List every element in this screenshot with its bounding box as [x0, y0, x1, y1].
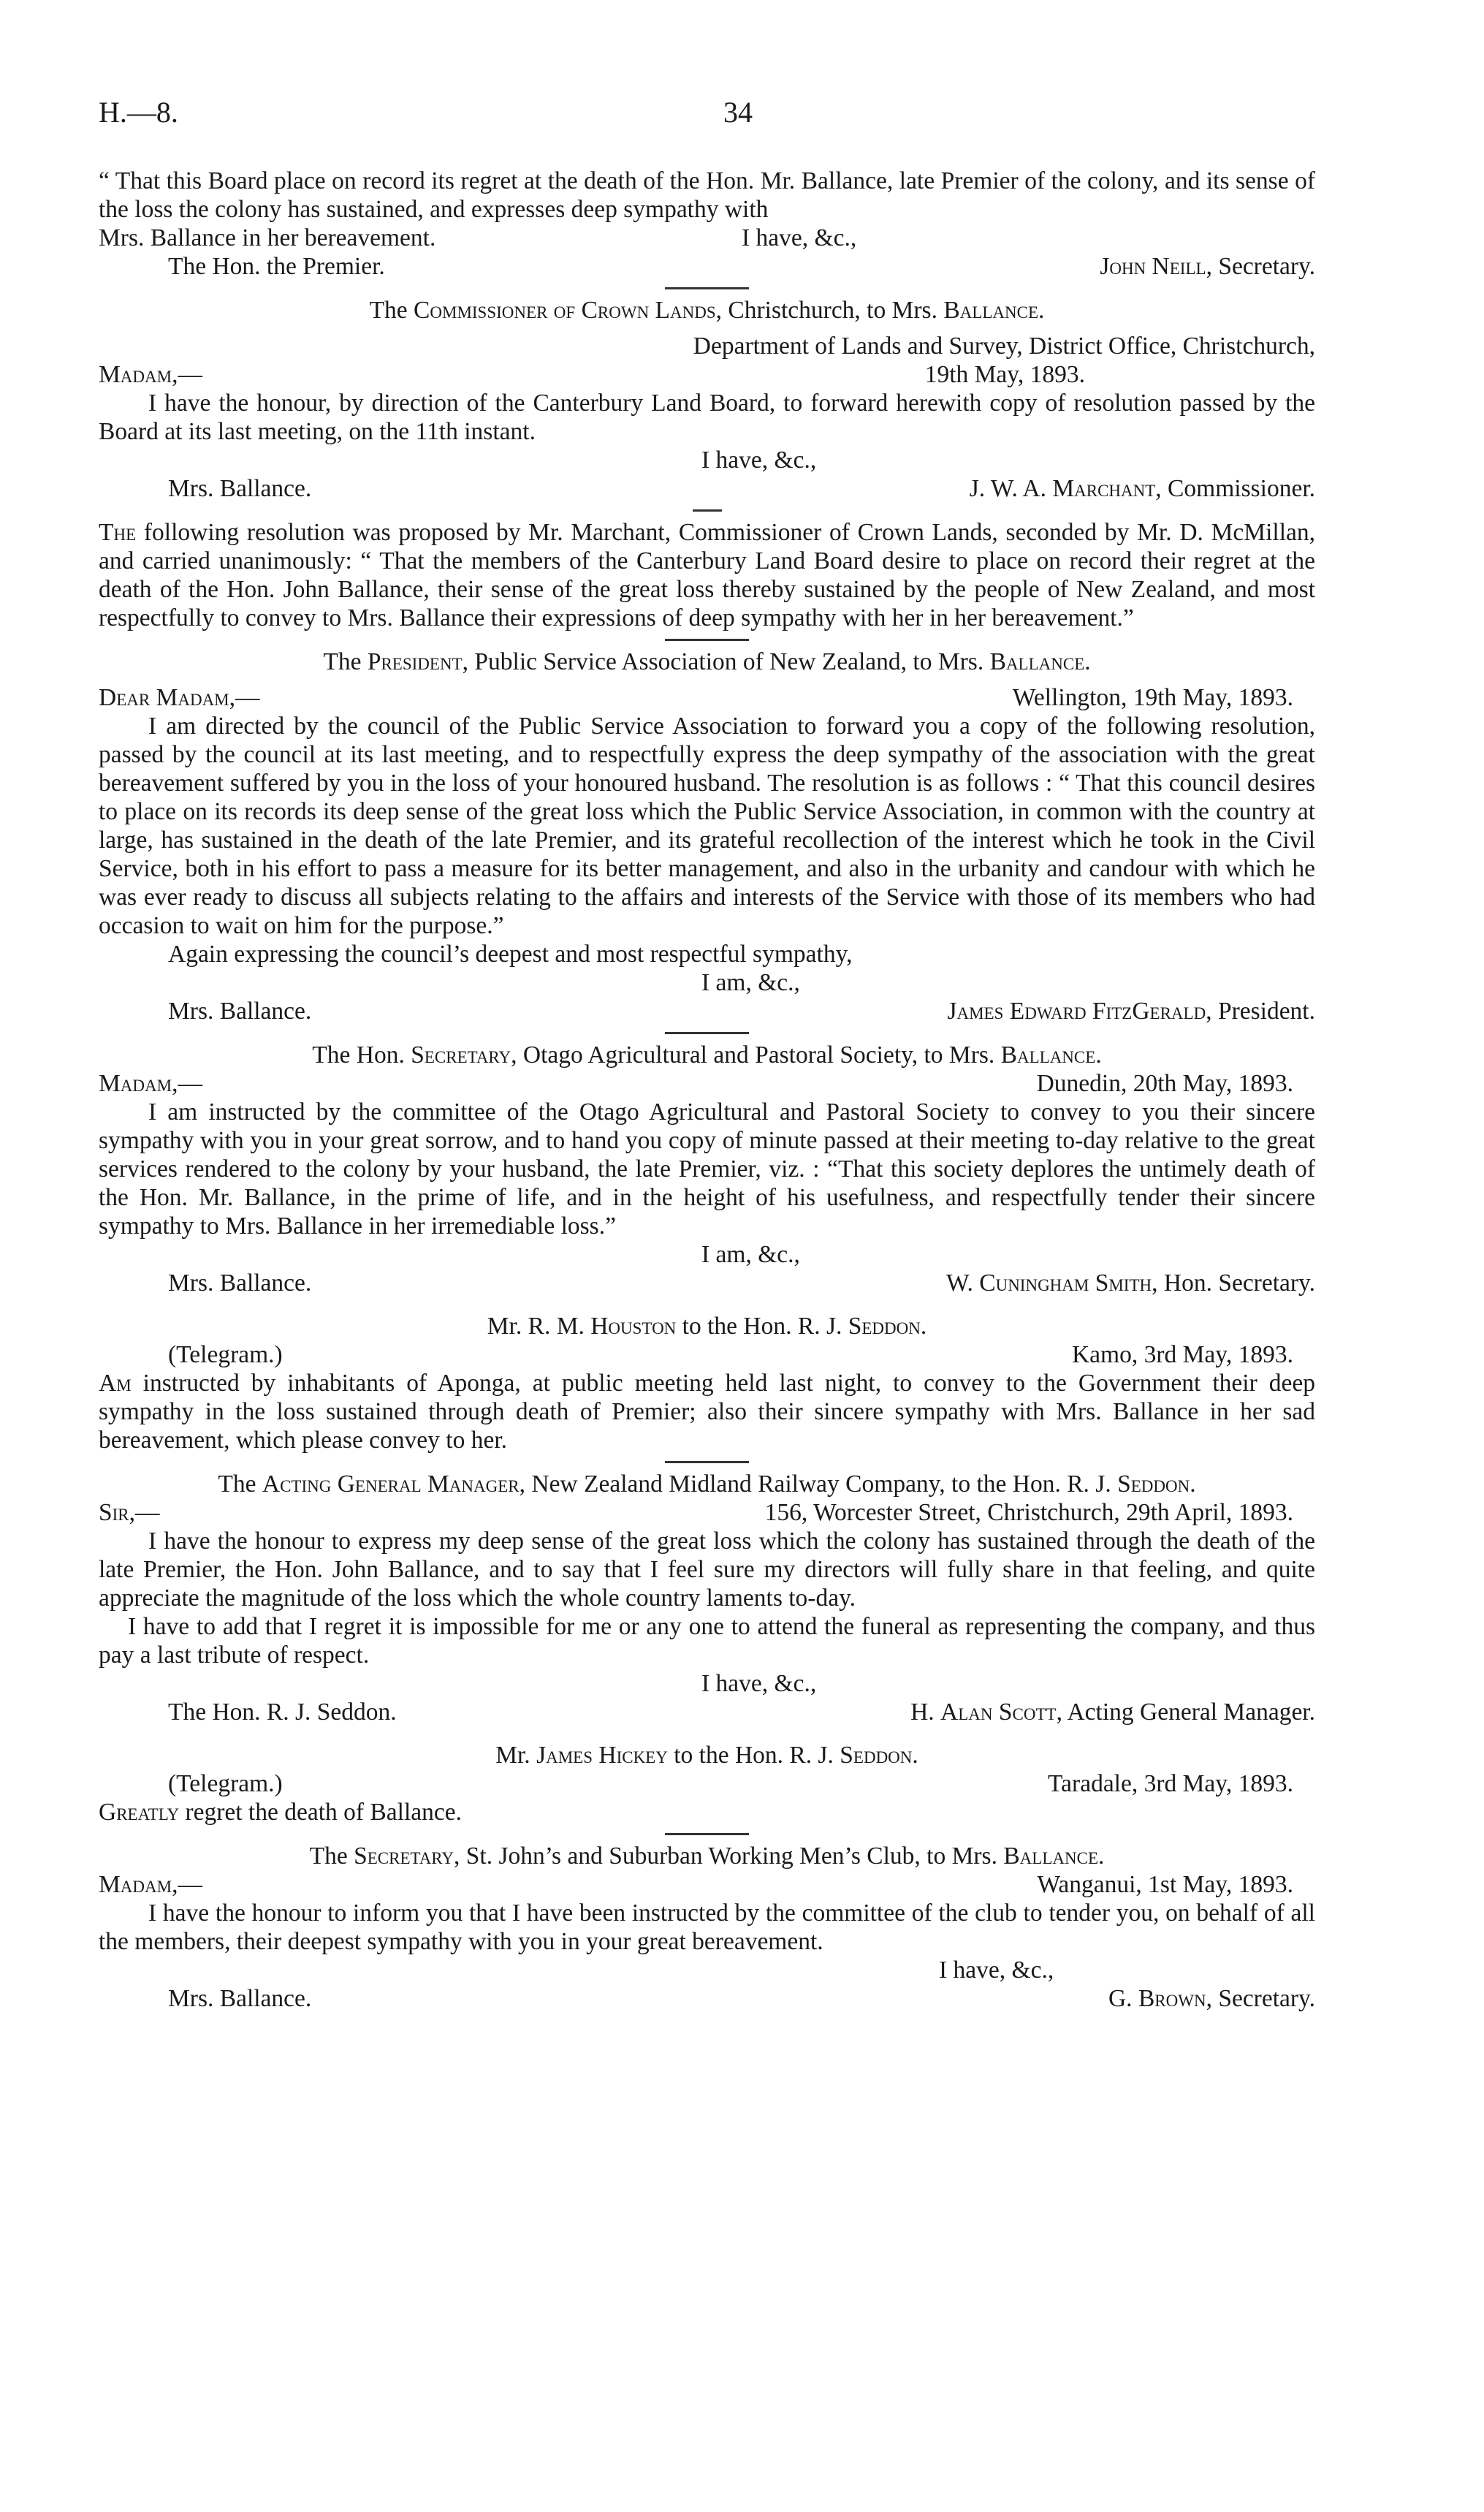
letter-place-date: Wanganui, 1st May, 1893. [1037, 1871, 1293, 1898]
telegram-label: (Telegram.) [168, 1341, 283, 1368]
page-header [0, 95, 1484, 139]
telegram-body: Am instructed by inhabitants of Aponga, at public meeting held last night, to convey to the Government their deep sympathy in the loss sustained through death of Premier; also their sincere sympathy with Mrs. Ballance in her sad bereavement, which please convey to her. [99, 1370, 1315, 1454]
letter-body: I have to add that I regret it is impossible for me or any one to attend the funeral as representing the company, and thus pay a last tribute of respect. [99, 1613, 1315, 1669]
salutation-row [99, 1870, 1315, 1899]
salutation-row [99, 683, 1315, 712]
signature-row [99, 997, 1315, 1025]
telegram-row [99, 1769, 1315, 1798]
quote-last-line: Mrs. Ballance in her bereavement. [99, 224, 436, 251]
closing: I have, &c., [701, 1670, 817, 1697]
salutation-row [99, 360, 1315, 389]
telegram-body: Greatly regret the death of Ballance. [99, 1799, 462, 1826]
letter-title: The Commissioner of Crown Lands, Christchurch, to Mrs. Ballance. [369, 297, 1045, 324]
closing-row [99, 224, 1315, 252]
addressee: The Hon. the Premier. [168, 253, 385, 280]
letter-title: The President, Public Service Association of New Zealand, to Mrs. Ballance. [323, 648, 1091, 675]
addressee: Mrs. Ballance. [168, 998, 312, 1025]
letter-body: I am directed by the council of the Public Service Association to forward you a copy of the following resolution, passed by the council at its last meeting, and to respectfully express the deep sympathy of the association with the great bereavement suffered by you in the loss of your honoured husband. The resolution is as follows : “ That this council desires to place on its records its deep sense of the great loss which the Public Service Association, in common with the country at large, has sustained in the death of the late Premier, and its grateful recollection of the interest which he took in the Civil Service, both in his effort to pass a measure for its better management, and also in the urbanity and candour with which he was ever ready to discuss all subjects relating to the affairs and interests of the Service with those of its members who had occasion to wait on him for the purpose.” [99, 713, 1315, 939]
signature-row [99, 1698, 1315, 1726]
resolution-quote: “ That this Board place on record its regret at the death of the Hon. Mr. Ballance, late Premier of the colony, and its sense of the loss the colony has sustained, and expresses deep sympathy with [99, 167, 1315, 223]
letter-body-closing-line: Again expressing the council’s deepest and most respectful sympathy, [168, 941, 853, 968]
letter-place: Department of Lands and Survey, District Office, Christchurch, [693, 333, 1315, 360]
letter-body: I have the honour to express my deep sense of the great loss which the colony has sustained through the death of the late Premier, the Hon. John Ballance, and to say that I feel sure my directors will fully share in that feeling, and quite appreciate the magnitude of the loss which the whole country laments to-day. [99, 1528, 1315, 1612]
closing: I am, &c., [701, 1241, 800, 1268]
letter-working-mens-club [99, 1842, 1315, 2013]
letter-title: The Acting General Manager, New Zealand Midland Railway Company, to the Hon. R. J. Seddon. [218, 1471, 1196, 1498]
signature-row [99, 474, 1315, 503]
letter-body: I am instructed by the committee of the Otago Agricultural and Pastoral Society to convey to you their sincere sympathy with you in your great sorrow, and to hand you copy of minute passed at their meeting to-day relative to the great services rendered to the colony by your husband, the late Premier, viz. : “That this society deplores the untimely death of the Hon. Mr. Ballance, in the prime of life, and in the height of his usefulness, and respectfully tender their sincere sympathy to Mrs. Ballance in her irremediable loss.” [99, 1098, 1315, 1240]
letter-continuation [99, 167, 1315, 281]
telegram-row [99, 1340, 1315, 1369]
salutation: Sir,— [99, 1499, 160, 1526]
closing: I am, &c., [701, 969, 800, 996]
letter-public-service [99, 648, 1315, 1025]
signature: G. Brown, Secretary. [1108, 1985, 1315, 2012]
closing: I have, &c., [701, 447, 817, 474]
letter-place-date: 156, Worcester Street, Christchurch, 29th April, 1893. [764, 1499, 1293, 1526]
closing: I have, &c., [939, 1957, 1054, 1984]
section-divider [665, 1833, 749, 1835]
signature: W. Cuningham Smith, Hon. Secretary. [945, 1270, 1315, 1297]
signature-row [99, 252, 1315, 281]
signature: John Neill, Secretary. [1100, 253, 1315, 280]
section-divider [693, 509, 722, 512]
salutation: Madam,— [99, 1070, 202, 1097]
parliamentary-paper-ref: H.—8. [99, 96, 178, 129]
letter-title: The Secretary, St. John’s and Suburban Working Men’s Club, to Mrs. Ballance. [309, 1843, 1105, 1870]
salutation: Madam,— [99, 1871, 202, 1898]
telegram-hickey [99, 1741, 1315, 1826]
addressee: Mrs. Ballance. [168, 1270, 312, 1297]
section-divider [665, 287, 749, 289]
telegram-label: (Telegram.) [168, 1770, 283, 1797]
letter-otago-society [99, 1041, 1315, 1297]
salutation-row [99, 1498, 1315, 1527]
letter-midland-railway [99, 1470, 1315, 1726]
document-body [99, 167, 1315, 2013]
salutation-row [99, 1069, 1315, 1098]
addressee: Mrs. Ballance. [168, 1985, 312, 2012]
telegram-place-date: Kamo, 3rd May, 1893. [1071, 1341, 1293, 1368]
signature: James Edward FitzGerald, President. [947, 998, 1315, 1025]
letter-place-date: Dunedin, 20th May, 1893. [1036, 1070, 1293, 1097]
letter-body: I have the honour to inform you that I have been instructed by the committee of the club to tender you, on behalf of all the members, their deepest sympathy with you in your great bereavement. [99, 1900, 1315, 1955]
letter-commissioner [99, 296, 1315, 503]
salutation: Dear Madam,— [99, 684, 260, 711]
resolution-text: The following resolution was proposed by Mr. Marchant, Commissioner of Crown Lands, seconded by Mr. D. McMillan, and carried unanimously: “ That the members of the Canterbury Land Board desire to place on record their regret at the death of the Hon. John Ballance, their sense of the great loss thereby sustained by the people of New Zealand, and most respectfully to convey to Mrs. Ballance their expressions of deep sympathy with her in her bereavement.” [99, 519, 1315, 631]
telegram-houston [99, 1312, 1315, 1454]
section-divider [665, 1461, 749, 1463]
telegram-title: Mr. James Hickey to the Hon. R. J. Seddon. [495, 1742, 918, 1769]
letter-date: 19th May, 1893. [924, 361, 1085, 388]
signature: J. W. A. Marchant, Commissioner. [969, 475, 1315, 502]
section-divider [665, 639, 749, 641]
signature: H. Alan Scott, Acting General Manager. [910, 1699, 1315, 1726]
section-divider [665, 1032, 749, 1034]
letter-body: I have the honour, by direction of the Canterbury Land Board, to forward herewith copy of resolution passed by the Board at its last meeting, on the 11th instant. [99, 390, 1315, 445]
page-number: 34 [723, 96, 753, 129]
addressee: The Hon. R. J. Seddon. [168, 1699, 397, 1726]
closing: I have, &c., [742, 224, 857, 251]
letter-place-date: Wellington, 19th May, 1893. [1012, 684, 1293, 711]
salutation: Madam,— [99, 361, 202, 388]
telegram-title: Mr. R. M. Houston to the Hon. R. J. Seddon. [487, 1313, 927, 1340]
signature-row [99, 1269, 1315, 1297]
telegram-place-date: Taradale, 3rd May, 1893. [1048, 1770, 1293, 1797]
signature-row [99, 1984, 1315, 2013]
letter-title: The Hon. Secretary, Otago Agricultural and Pastoral Society, to Mrs. Ballance. [312, 1041, 1102, 1069]
addressee: Mrs. Ballance. [168, 475, 312, 502]
